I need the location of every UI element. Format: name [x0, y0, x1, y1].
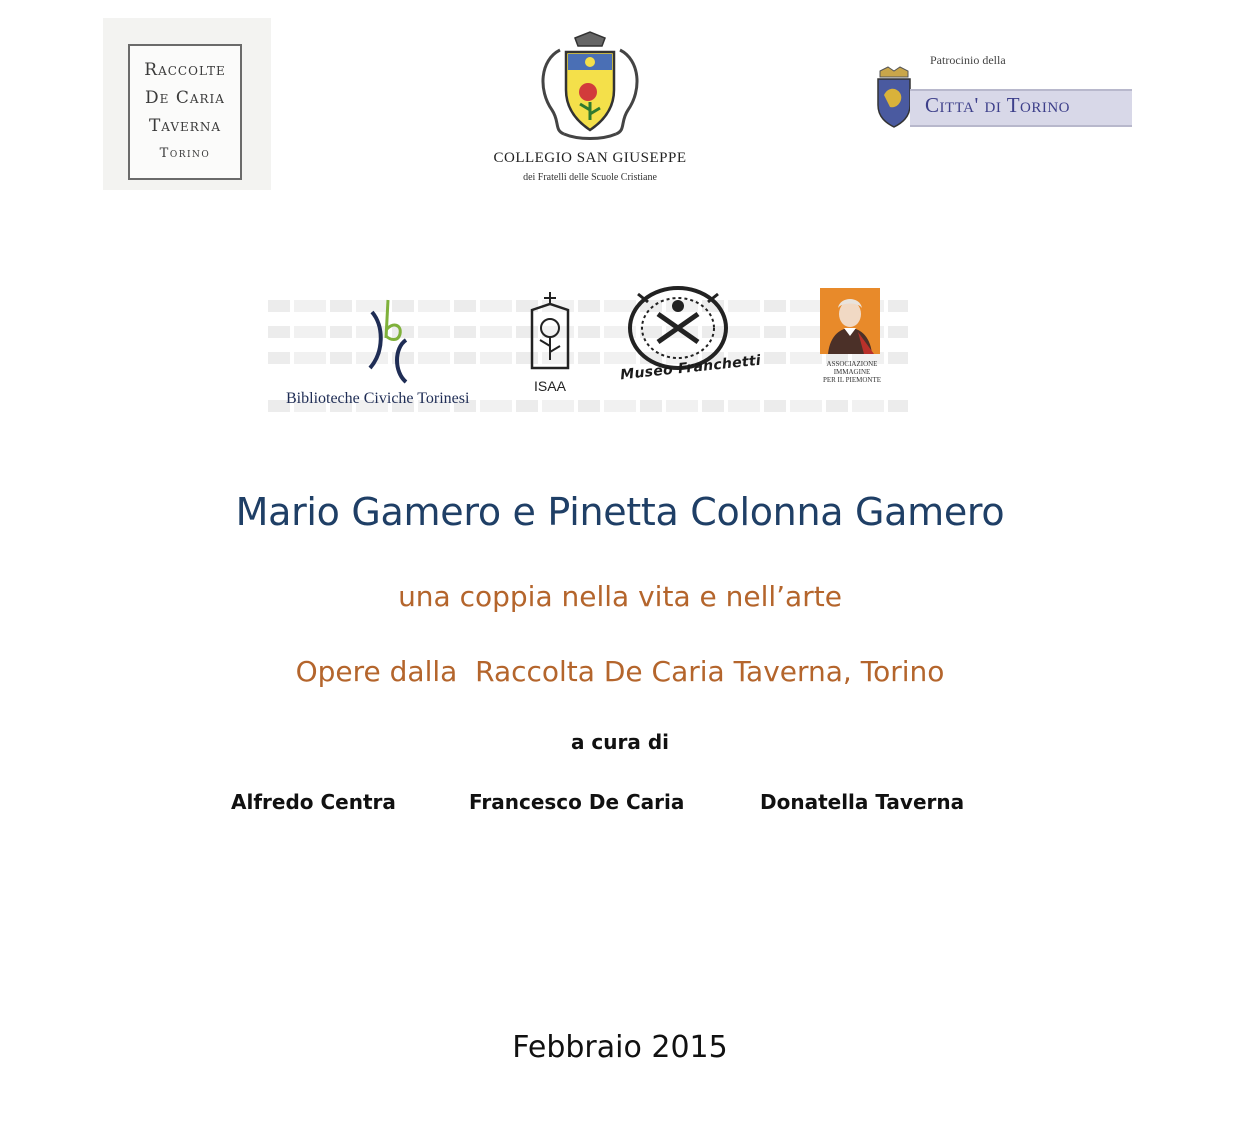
franchetti-label: Museo Franchetti: [619, 352, 762, 384]
associazione-label: [810, 360, 894, 384]
raccolte-logo-line: Torino: [159, 146, 211, 161]
biblioteche-civiche-logo: [286, 290, 506, 410]
publication-date: Febbraio 2015: [512, 1030, 728, 1065]
curated-by-label: a cura di: [570, 730, 670, 754]
page-title: Mario Gamero e Pinetta Colonna Gamero: [235, 490, 1005, 534]
biblioteche-label: Biblioteche Civiche Torinesi: [286, 390, 470, 407]
citta-di-torino-logo: [870, 45, 1160, 145]
museo-franchetti-logo: [618, 284, 768, 394]
collegio-crest-icon: [530, 30, 650, 140]
associazione-line: IMMAGINE: [833, 368, 871, 376]
biblioteche-bc-icon: [356, 290, 426, 386]
opere-line: Opere dalla Raccolta De Caria Taverna, Torino: [295, 655, 945, 688]
isaa-emblem-icon: [522, 290, 578, 380]
isaa-label: ISAA: [534, 378, 566, 394]
patronage-label: Patrocinio della: [930, 53, 1006, 67]
raccolte-de-caria-logo: [103, 18, 271, 190]
author-name: Francesco De Caria: [469, 790, 685, 814]
raccolte-logo-line: Taverna: [148, 116, 222, 136]
collegio-san-giuseppe-logo: [470, 30, 710, 190]
author-name: Donatella Taverna: [760, 790, 965, 814]
collegio-subtitle: dei Fratelli delle Scuole Cristiane: [523, 172, 657, 183]
raccolte-logo-box: [128, 44, 242, 180]
citta-di-torino-label: Citta' di Torino: [925, 93, 1071, 117]
author-name: Alfredo Centra: [231, 790, 396, 814]
raccolte-logo-line: De Caria: [145, 88, 225, 108]
torino-shield-icon: [874, 65, 914, 129]
associazione-line: PER IL PIEMONTE: [822, 376, 882, 384]
partner-logos: [268, 280, 908, 420]
page-subtitle: una coppia nella vita e nell’arte: [398, 580, 842, 613]
raccolte-logo-line: Raccolte: [144, 60, 226, 80]
portrait-icon: [814, 286, 886, 358]
associazione-immagine-logo: [814, 286, 894, 396]
isaa-logo: [522, 290, 582, 400]
associazione-line: ASSOCIAZIONE: [826, 360, 878, 368]
collegio-name: COLLEGIO SAN GIUSEPPE: [493, 150, 687, 166]
